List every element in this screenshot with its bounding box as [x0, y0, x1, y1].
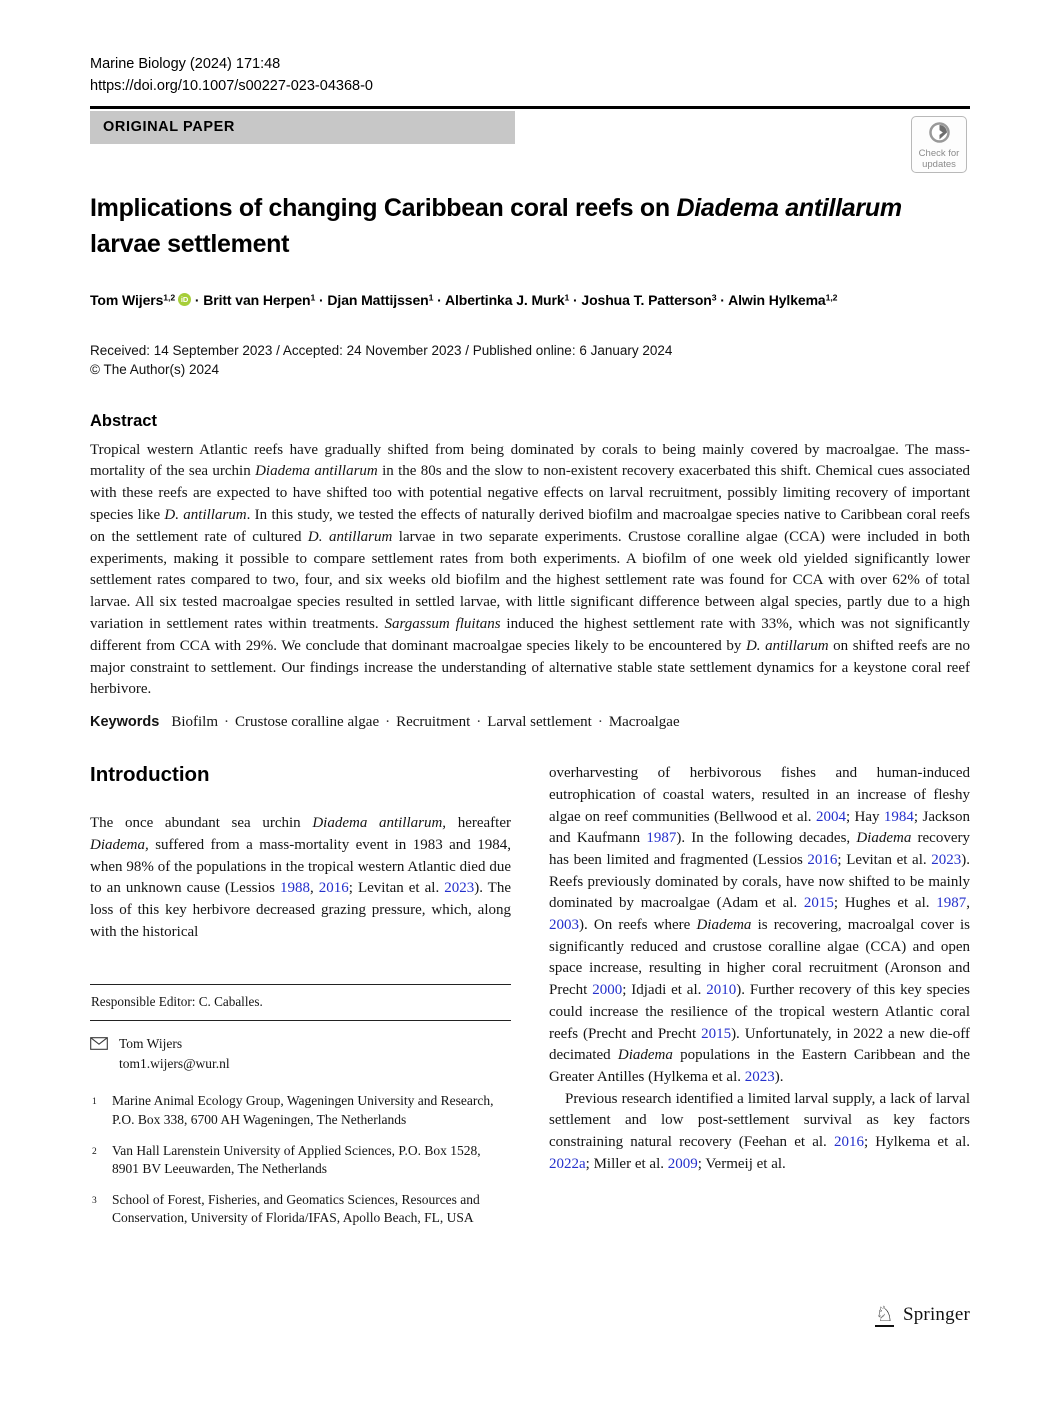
- introduction-heading: Introduction: [90, 763, 210, 787]
- citation-link[interactable]: 2023: [444, 880, 475, 897]
- citation-link[interactable]: 1988: [280, 880, 311, 897]
- left-column: [90, 763, 511, 1240]
- citation-link[interactable]: 1987: [646, 830, 677, 847]
- affiliation-row: [90, 1092, 511, 1129]
- citation-link[interactable]: 2015: [701, 1025, 732, 1042]
- keyword-separator: ·: [385, 714, 391, 731]
- keyword-separator: ·: [223, 714, 229, 731]
- keyword-separator: ·: [597, 714, 603, 731]
- keyword-separator: ·: [476, 714, 482, 731]
- crossmark-icon: [928, 121, 951, 144]
- check-for-updates-label: Check for updates: [918, 148, 960, 170]
- citation-link[interactable]: 2009: [667, 1155, 698, 1172]
- affiliation-text: Van Hall Larenstein University of Applied Sciences, P.O. Box 1528, 8901 BV Leeuwarden, The Netherlands: [112, 1142, 481, 1177]
- affiliation-number: 1: [92, 1097, 97, 1108]
- keyword-item: Recruitment: [396, 714, 471, 731]
- affiliation-text: Marine Animal Ecology Group, Wageningen University and Research, P.O. Box 338, 6700 AH Wageningen, The Netherlands: [112, 1093, 494, 1127]
- publisher-footer: [875, 1303, 970, 1327]
- check-for-updates-badge[interactable]: [911, 116, 967, 173]
- publisher-name: Springer: [902, 1304, 970, 1325]
- keywords-label: Keywords: [90, 714, 160, 731]
- copyright-line: © The Author(s) 2024: [90, 361, 220, 377]
- email-icon: [90, 1037, 108, 1050]
- introduction-paragraph-continued: overharvesting of herbivorous fishes and human-induced eutrophication of coastal waters, resulted in an increase of fleshy algae on reef communities (Bellwood et al. 2004; Hay 1984; Jackson and Kaufmann 1987). In the following decades, Diadema recovery has been limited and fragmented (Lessios 2016; Levitan et al. 2023). Reefs previously dominated by corals, have now shifted to be mainly dominated by macroalgae (Adam et al. 2015; Hughes et al. 1987, 2003). On reefs where Diadema is recovering, macroalgal cover is significantly reduced and crustose coralline algae (CCA) and open space increase, resulting in higher coral recruitment (Aronson and Precht 2000; Idjadi et al. 2010). Further recovery of this key species could increase the resilience of the tropical western Atlantic coral reefs (Precht and Precht 2015). Unfortunately, in 2022 a new die-off decimated Diadema populations in the Eastern Caribbean and the Greater Antilles (Hylkema et al. 2023).: [549, 765, 970, 1085]
- keywords-line: [90, 714, 970, 731]
- doi-link[interactable]: https://doi.org/10.1007/s00227-023-04368-0: [90, 78, 373, 94]
- correspondence-block: [90, 1034, 511, 1073]
- article-title: Implications of changing Caribbean coral reefs on Diadema antillarum larvae settlement: [90, 193, 902, 258]
- citation-link[interactable]: 2010: [706, 982, 737, 999]
- correspondence-text: [119, 1034, 230, 1073]
- article-history: [90, 341, 970, 379]
- journal-citation: Marine Biology (2024) 171:48: [90, 56, 281, 72]
- citation-link[interactable]: 2003: [549, 917, 579, 934]
- citation-link[interactable]: 2022a: [549, 1155, 586, 1172]
- footnote-block: [90, 984, 511, 1228]
- journal-header: [90, 0, 970, 97]
- introduction-paragraph: The once abundant sea urchin Diadema antillarum, hereafter Diadema, suffered from a mass-mortality event in 1983 and 1984, when 98% of the populations in the tropical western Atlantic died due to an unknown cause (Lessios 1988, 2016; Levitan et al. 2023). The loss of this key herbivore decreased grazing pressure, which, along with the historical: [90, 815, 512, 940]
- citation-link[interactable]: 2023: [744, 1069, 775, 1085]
- article-type-bar: ORIGINAL PAPER: [90, 111, 515, 144]
- header-rule: [90, 106, 970, 109]
- affiliation-number: 2: [92, 1146, 97, 1157]
- citation-link[interactable]: 2000: [592, 982, 623, 999]
- responsible-editor-note: Responsible Editor: C. Caballes.: [91, 994, 263, 1010]
- keyword-item: Crustose coralline algae: [234, 714, 380, 731]
- affiliation-row: [90, 1142, 511, 1179]
- affiliation-number: 3: [92, 1195, 97, 1206]
- citation-link[interactable]: 2015: [803, 895, 834, 912]
- abstract-section: [90, 412, 970, 702]
- orcid-icon[interactable]: iD: [178, 293, 191, 306]
- citation-link[interactable]: 2016: [318, 880, 349, 897]
- affiliation-text: School of Forest, Fisheries, and Geomatics Sciences, Resources and Conservation, University of Florida/IFAS, Apollo Beach, FL, USA: [112, 1191, 480, 1226]
- citation-link[interactable]: 2016: [833, 1134, 864, 1151]
- citation-link[interactable]: 2016: [807, 851, 838, 868]
- affiliation-row: [90, 1191, 511, 1228]
- footnote-rule-bottom: [90, 1020, 511, 1021]
- corresponding-author-email[interactable]: tom1.wijers@wur.nl: [119, 1055, 230, 1071]
- keyword-item: Macroalgae: [608, 714, 680, 731]
- citation-link[interactable]: 2004: [815, 808, 846, 825]
- springer-logo-icon: ♘: [875, 1302, 894, 1326]
- corresponding-author-name: Tom Wijers: [119, 1036, 183, 1052]
- abstract-text: Tropical western Atlantic reefs have gradually shifted from being dominated by corals to being mainly covered by macroalgae. The mass-mortality of the sea urchin Diadema antillarum in the 80s and the slow to non-existent recovery exacerbated this shift. Chemical cues associated with these reefs are expected to have shifted too with potential negative effects on larval recruitment, possibly limiting recovery of important species like D. antillarum. In this study, we tested the effects of naturally derived biofilm and macroalgae species native to Caribbean coral reefs on the settlement rate of cultured D. antillarum larvae in two separate experiments. Crustose coralline algae (CCA) were included in both experiments, making it possible to compare settlement rates from both experiments. A biofilm of one week old yielded significantly lower settlement rates compared to two, four, and six weeks old biofilm and the highest settlement rate was found for CCA with over 62% of total larvae. All six tested macroalgae species resulted in settled larvae, with little significant difference between algal species, partly due to a high variation in settlement rates within treatments. Sargassum fluitans induced the highest settlement rate with 33%, which was not significantly different from CCA with 29%. We conclude that dominant macroalgae species likely to be encountered by D. antillarum on shifted reefs are no major constraint to settlement. Our findings increase the understanding of alternative stable state settlement dynamics for a keystone coral reef herbivore.: [90, 441, 970, 698]
- citation-link[interactable]: 1987: [936, 895, 967, 912]
- abstract-heading: Abstract: [90, 411, 157, 430]
- introduction-paragraph-2: Previous research identified a limited larval supply, a lack of larval settlement and low post-settlement survival as key factors constraining natural recovery (Feehan et al. 2016; Hylkema et al. 2022a; Miller et al. 2009; Vermeij et al.: [549, 1090, 970, 1172]
- right-column: [549, 763, 970, 1240]
- keyword-item: Biofilm: [171, 714, 218, 731]
- keyword-item: Larval settlement: [487, 714, 592, 731]
- citation-link[interactable]: 2023: [931, 851, 962, 868]
- citation-link[interactable]: 1984: [883, 808, 914, 825]
- author-list: Tom Wijers$^{1,2}$ iD · Britt van Herpen$^1$ · Djan Mattijssen$^1$ · Albertinka J. Murk$^1$ · Joshua T. Patterson$^3$ · Alwin Hylkema$^{1,2}$: [90, 291, 838, 308]
- received-accepted-line: Received: 14 September 2023 / Accepted: 24 November 2023 / Published online: 6 January 2024: [90, 342, 673, 358]
- affiliation-list: [90, 1092, 511, 1228]
- two-column-body: [90, 763, 970, 1240]
